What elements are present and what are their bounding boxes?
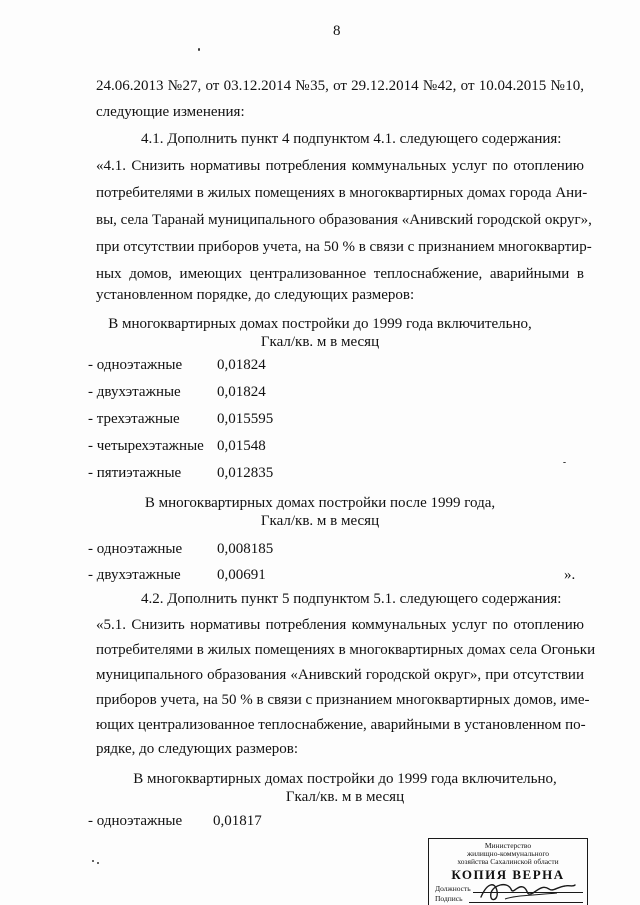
table-row-value: 0,00691	[217, 567, 266, 583]
section-4-2-line: рядке, до следующих размеров:	[96, 741, 299, 757]
closing-quote-mark: ».	[564, 567, 576, 583]
stamp-ministry-line: Министерство	[484, 841, 532, 850]
table-title: В многоквартирных домах постройки до 1999 года включительно,	[133, 771, 557, 787]
page-number: 8	[333, 23, 341, 39]
section-4-2-line: «5.1. Снизить нормативы потребления коммунальных услуг по отоплению	[96, 617, 584, 633]
stamp-ministry-line: жилищно-коммунального	[466, 849, 550, 858]
stamp-field-signature: Подпись	[435, 894, 463, 903]
stamp-field-position: Должность	[435, 884, 471, 893]
table-row-value: 0,01548	[217, 438, 266, 454]
scan-speck	[198, 48, 200, 51]
table-row-value: 0,01817	[213, 813, 262, 829]
table-unit: Гкал/кв. м в месяц	[260, 334, 380, 350]
stamp-copy-certified: КОПИЯ ВЕРНА	[451, 867, 565, 882]
table-row-value: 0,01824	[217, 357, 266, 373]
section-4-1-line: при отсутствии приборов учета, на 50 % в связи с признанием многоквартир-	[96, 239, 592, 255]
table-row-label: - одноэтажные	[88, 357, 183, 373]
handwritten-signature	[477, 875, 577, 905]
table-title: В многоквартирных домах постройки до 1999 года включительно,	[108, 316, 532, 332]
section-4-2-line: потребителями в жилых помещениях в многоквартирных домах села Огоньки	[96, 642, 596, 658]
table-row-label: - одноэтажные	[88, 541, 183, 557]
table-unit: Гкал/кв. м в месяц	[285, 789, 405, 805]
section-4-2-heading: 4.2. Дополнить пункт 5 подпунктом 5.1. следующего содержания:	[141, 591, 562, 607]
certification-stamp	[428, 838, 588, 905]
section-4-1-line: «4.1. Снизить нормативы потребления коммунальных услуг по отоплению	[96, 158, 584, 174]
intro-line-2: следующие изменения:	[96, 104, 245, 120]
section-4-2-line: приборов учета, на 50 % в связи с признанием многоквартирных домов, име-	[96, 692, 590, 708]
table-row-label: - трехэтажные	[88, 411, 180, 427]
table-row-value: 0,008185	[217, 541, 274, 557]
table-row-label: - одноэтажные	[88, 813, 183, 829]
section-4-1-line: вы, села Таранай муниципального образования «Анивский городской округ»,	[96, 212, 592, 228]
table-title: В многоквартирных домах постройки после 1999 года,	[144, 495, 496, 511]
table-row-label: - четырехэтажные	[88, 438, 204, 454]
table-row-label: - пятиэтажные	[88, 465, 182, 481]
table-row-value: 0,01824	[217, 384, 266, 400]
table-row-value: 0,015595	[217, 411, 274, 427]
section-4-1-line: ных домов, имеющих централизованное теплоснабжение, аварийными в	[96, 266, 584, 282]
section-4-2-line: ющих централизованное теплоснабжение, аварийными в установленном по-	[96, 717, 586, 733]
intro-line-1: 24.06.2013 №27, от 03.12.2014 №35, от 29.12.2014 №42, от 10.04.2015 №10,	[96, 78, 584, 94]
section-4-1-heading: 4.1. Дополнить пункт 4 подпунктом 4.1. следующего содержания:	[141, 131, 562, 147]
scan-speck	[563, 462, 566, 463]
section-4-1-line: потребителями в жилых помещениях в многоквартирных домах города Ани-	[96, 185, 588, 201]
scan-speck	[97, 862, 99, 864]
table-unit: Гкал/кв. м в месяц	[260, 513, 380, 529]
section-4-1-line: установленном порядке, до следующих размеров:	[96, 287, 415, 303]
table-row-value: 0,012835	[217, 465, 274, 481]
table-row-label: - двухэтажные	[88, 384, 181, 400]
section-4-2-line: муниципального образования «Анивский городской округ», при отсутствии	[96, 667, 584, 683]
scan-speck	[92, 860, 94, 862]
table-row-label: - двухэтажные	[88, 567, 181, 583]
stamp-ministry-line: хозяйства Сахалинской области	[457, 857, 559, 866]
